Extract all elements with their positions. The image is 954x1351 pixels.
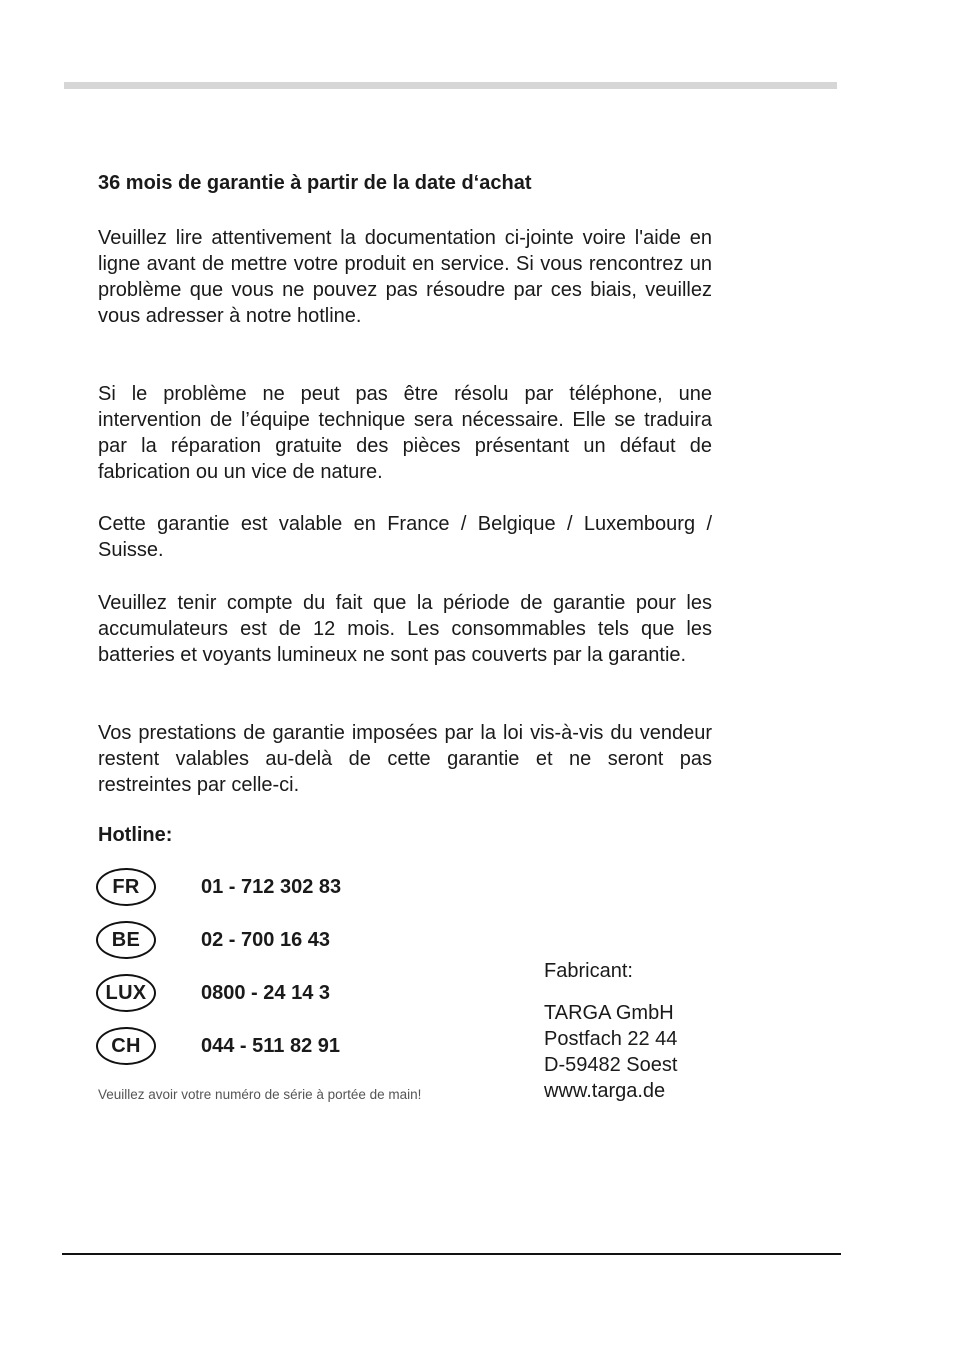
hotline-row-ch xyxy=(96,1027,396,1069)
serial-number-note: Veuillez avoir votre numéro de série à portée de main! xyxy=(98,1087,422,1102)
paragraph-validity: Cette garantie est valable en France / Belgique / Luxembourg / Suisse. xyxy=(98,513,712,561)
page-heading: 36 mois de garantie à partir de la date d‘achat xyxy=(98,172,532,194)
bottom-divider xyxy=(62,1253,841,1255)
country-badge-lux: LUX xyxy=(96,974,156,1012)
manufacturer-title: Fabricant: xyxy=(544,960,633,982)
country-badge-ch: CH xyxy=(96,1027,156,1065)
manufacturer-company: TARGA GmbH xyxy=(544,1002,674,1024)
hotline-title: Hotline: xyxy=(98,824,173,846)
paragraph-documentation: Veuillez lire attentivement la documentation ci-jointe voire l'aide en ligne avant de mettre votre produit en service. Si vous rencontrez un problème que vous ne pouvez pas résoudre par ces biais, veuillez vous adresser à notre hotline. xyxy=(98,227,712,327)
country-badge-fr: FR xyxy=(96,868,156,906)
hotline-number-lux: 0800 - 24 14 3 xyxy=(201,982,330,1004)
hotline-row-lux xyxy=(96,974,396,1016)
hotline-row-fr xyxy=(96,868,396,910)
manufacturer-postbox: Postfach 22 44 xyxy=(544,1028,678,1050)
hotline-number-be: 02 - 700 16 43 xyxy=(201,929,330,951)
manufacturer-city: D-59482 Soest xyxy=(544,1054,678,1076)
hotline-row-be xyxy=(96,921,396,963)
hotline-number-ch: 044 - 511 82 91 xyxy=(201,1035,341,1057)
paragraph-accumulators: Veuillez tenir compte du fait que la période de garantie pour les accumulateurs est de 12 mois. Les consommables tels que les batteries et voyants lumineux ne sont pas couverts par la garantie. xyxy=(98,592,712,666)
manufacturer-website[interactable]: www.targa.de xyxy=(544,1080,666,1102)
country-badge-be: BE xyxy=(96,921,156,959)
paragraph-legal: Vos prestations de garantie imposées par la loi vis-à-vis du vendeur restent valables au-delà de cette garantie et ne seront pas restreintes par celle-ci. xyxy=(98,722,712,796)
top-divider xyxy=(64,82,837,89)
manufacturer-address xyxy=(544,1000,677,1104)
hotline-number-fr: 01 - 712 302 83 xyxy=(201,876,342,898)
paragraph-repair: Si le problème ne peut pas être résolu par téléphone, une intervention de l’équipe technique sera nécessaire. Elle se traduira par la réparation gratuite des pièces présentant un défaut de fabrication ou un vice de nature. xyxy=(98,383,712,483)
